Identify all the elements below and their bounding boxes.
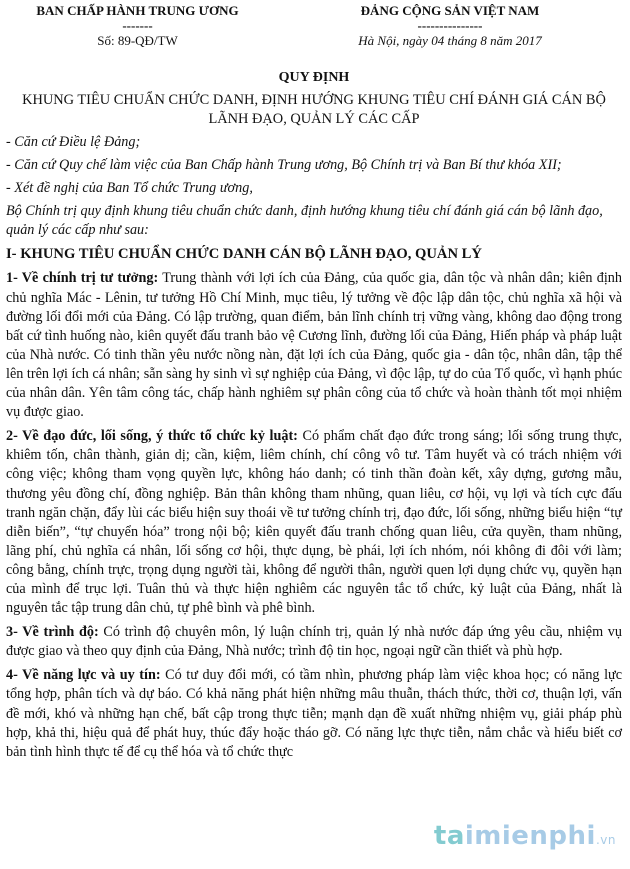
item-heading: 3- Về trình độ:	[6, 624, 99, 641]
item-paragraph-3	[6, 623, 622, 661]
issuing-body: BAN CHẤP HÀNH TRUNG ƯƠNG	[36, 3, 239, 18]
item-text: Có tư duy đổi mới, có tầm nhìn, phương pháp làm việc khoa học; có năng lực tổng hợp, phân tích và dự báo. Có khả năng phát hiện những mâu thuẫn, thách thức, thời cơ, thuận lợi, vấn đề mới, khó và những hạn chế, bất cập trong thực tiễn; mạnh dạn đề xuất những nhiệm vụ, giải pháp phù hợp, khả thi, hiệu quả để phát huy, thúc đẩy hoặc tháo gỡ. Có năng lực thực tiễn, nắm chắc và hiểu biết cơ bản tình hình thực tế để cụ thể hóa và tổ chức thực	[6, 667, 622, 760]
item-text: Có trình độ chuyên môn, lý luận chính trị, quản lý nhà nước đáp ứng yêu cầu, nhiệm vụ được giao và theo quy định của Đảng, Nhà nước; trình độ tin học, ngoại ngữ cần thiết và phù hợp.	[6, 624, 622, 660]
place-date: Hà Nội, ngày 04 tháng 8 năm 2017	[358, 33, 542, 48]
item-paragraph-2	[6, 427, 622, 618]
header-left	[10, 2, 265, 50]
document-subtitle: KHUNG TIÊU CHUẨN CHỨC DANH, ĐỊNH HƯỚNG KHUNG TIÊU CHÍ ĐÁNH GIÁ CÁN BỘ LÃNH ĐẠO, QUẢN LÝ CÁC CẤP	[22, 92, 606, 127]
item-text: Trung thành với lợi ích của Đảng, của quốc gia, dân tộc và nhân dân; kiên định chủ nghĩa Mác - Lênin, tư tưởng Hồ Chí Minh, mục tiêu, lý tưởng về độc lập dân tộc, chủ nghĩa xã hội và đường lối đổi mới của Đảng. Có lập trường, quan điểm, bản lĩnh chính trị vững vàng, không dao động trong bất cứ tình huống nào, kiên quyết đấu tranh bảo vệ Cương lĩnh, đường lối của Đảng, Hiến pháp và pháp luật của Nhà nước. Có tinh thần yêu nước nồng nàn, đặt lợi ích của Đảng, quốc gia - dân tộc, nhân dân, tập thể lên trên lợi ích cá nhân; sẵn sàng hy sinh vì sự nghiệp của Đảng, vì độc lập, tự do của Tổ quốc, vì hạnh phúc của nhân dân. Yên tâm công tác, chấp hành nghiêm sự phân công của tổ chức và hoàn thành tốt mọi nhiệm vụ được giao.	[6, 270, 622, 421]
header-right	[300, 2, 600, 50]
item-text: Có phẩm chất đạo đức trong sáng; lối sống trung thực, khiêm tốn, chân thành, giản dị; cần, kiệm, liêm chính, chí công vô tư. Tâm huyết và có trách nhiệm với công việc; không tham vọng quyền lực, không háo danh; có tinh thần đoàn kết, xây dựng, gương mẫu, thương yêu đồng chí, đồng nghiệp. Bản thân không tham nhũng, quan liêu, cơ hội, vụ lợi và tích cực đấu tranh ngăn chặn, đẩy lùi các biểu hiện suy thoái về tư tưởng chính trị, đạo đức, lối sống, những biểu hiện “tự diễn biến”, “tự chuyển hóa” trong nội bộ; kiên quyết đấu tranh chống quan liêu, cửa quyền, tham nhũng, lãng phí, chủ nghĩa cá nhân, lối sống cơ hội, thực dụng, bè phái, lợi ích nhóm, nói không đi đôi với làm; công bằng, chính trực, trọng dụng người tài, không để người thân, người quen lợi dụng chức vụ, quyền hạn của mình để trục lợi. Tuân thủ và thực hiện nghiêm các nguyên tắc tổ chức, kỷ luật của Đảng, nhất là nguyên tắc tập trung dân chủ, tự phê bình và phê bình.	[6, 428, 622, 617]
section-heading: I- KHUNG TIÊU CHUẨN CHỨC DANH CÁN BỘ LÃNH ĐẠO, QUẢN LÝ	[6, 246, 482, 263]
item-paragraph-4	[6, 666, 622, 761]
party-name: ĐẢNG CỘNG SẢN VIỆT NAM	[360, 3, 540, 18]
document-header	[6, 2, 622, 50]
header-right-dashes: ---------------	[417, 18, 483, 33]
item-heading: 2- Về đạo đức, lối sống, ý thức tổ chức kỷ luật:	[6, 428, 298, 445]
document-title: QUY ĐỊNH	[278, 70, 350, 85]
basis-line-2: - Căn cứ Quy chế làm việc của Ban Chấp hành Trung ương, Bộ Chính trị và Ban Bí thư khóa XII;	[6, 157, 562, 174]
item-heading: 1- Về chính trị tư tưởng:	[6, 270, 159, 287]
item-paragraph-1	[6, 269, 622, 422]
basis-line-3: - Xét đề nghị của Ban Tổ chức Trung ương,	[6, 180, 253, 197]
document-number: Số: 89-QĐ/TW	[97, 33, 178, 48]
header-left-dashes: -------	[122, 18, 153, 33]
basis-line-1: - Căn cứ Điều lệ Đảng;	[6, 134, 141, 150]
intro-paragraph: Bộ Chính trị quy định khung tiêu chuẩn chức danh, định hướng khung tiêu chí đánh giá cán bộ lãnh đạo, quản lý các cấp như sau:	[6, 203, 603, 239]
site-watermark: taimienphi.vn	[433, 821, 616, 851]
item-heading: 4- Về năng lực và uy tín:	[6, 667, 161, 684]
